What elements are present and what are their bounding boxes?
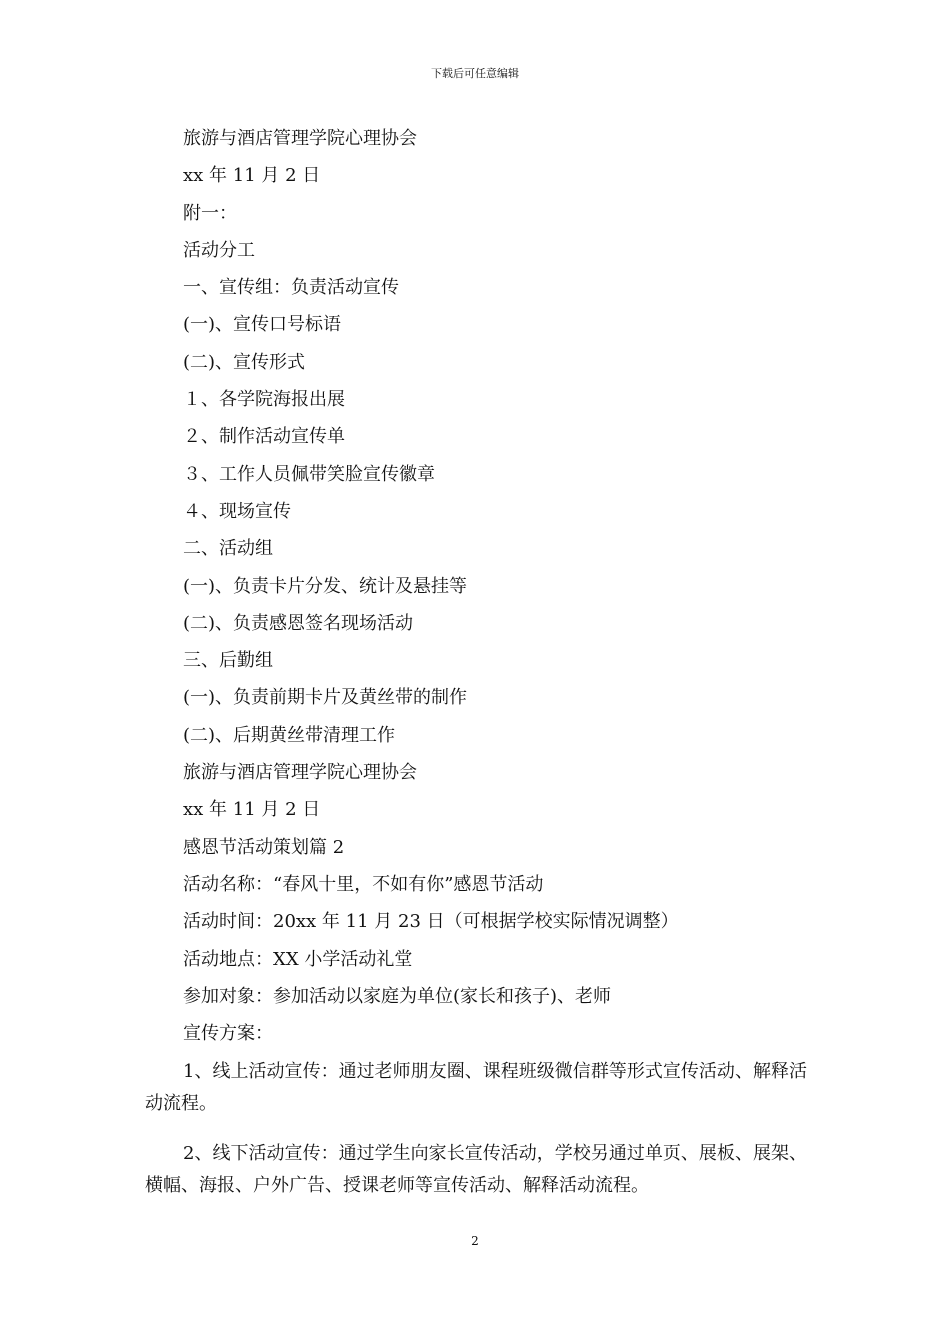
text-line: (一)、负责前期卡片及黄丝带的制作: [183, 687, 468, 709]
text-line: 活动名称：“春风十里，不如有你”感恩节活动: [183, 873, 544, 895]
text-line: 旅游与酒店管理学院心理协会: [183, 762, 417, 784]
text-line: 附一：: [183, 202, 237, 224]
document-body: [145, 120, 807, 1220]
text-line: 一、宣传组：负责活动宣传: [183, 277, 399, 299]
text-line: ３、工作人员佩带笑脸宣传徽章: [183, 463, 435, 485]
text-line: 活动时间：20xx 年 11 月 23 日（可根据学校实际情况调整）: [183, 911, 679, 933]
text-line: (二)、后期黄丝带清理工作: [183, 724, 396, 746]
text-line: ４、现场宣传: [183, 500, 291, 522]
text-line: 旅游与酒店管理学院心理协会: [183, 128, 417, 149]
text-line: 宣传方案：: [183, 1023, 273, 1045]
text-line: (一)、负责卡片分发、统计及悬挂等: [183, 575, 468, 597]
text-line: (一)、宣传口号标语: [183, 314, 342, 336]
text-line: 感恩节活动策划篇 2: [183, 836, 345, 858]
text-line: (二)、宣传形式: [183, 351, 306, 373]
text-line: xx 年 11 月 2 日: [183, 799, 321, 821]
text-line: １、各学院海报出展: [183, 389, 345, 411]
text-line: 参加对象：参加活动以家庭为单位(家长和孩子)、老师: [183, 985, 612, 1007]
text-line: xx 年 11 月 2 日: [183, 165, 321, 187]
paragraph: 1、线上活动宣传：通过老师朋友圈、课程班级微信群等形式宣传活动、解释活动流程。: [145, 1061, 807, 1115]
text-line: 三、后勤组: [183, 650, 273, 672]
text-line: 二、活动组: [183, 538, 273, 560]
text-line: 活动地点：XX 小学活动礼堂: [183, 948, 413, 970]
text-line: (二)、负责感恩签名现场活动: [183, 612, 414, 634]
text-line: 活动分工: [183, 239, 255, 261]
paragraph: 2、线下活动宣传：通过学生向家长宣传活动，学校另通过单页、展板、展架、横幅、海报、户外广告、授课老师等宣传活动、解释活动流程。: [145, 1143, 807, 1197]
page-number: 2: [471, 1234, 479, 1248]
text-line: ２、制作活动宣传单: [183, 426, 345, 448]
page-header: 下载后可任意编辑: [431, 67, 519, 80]
